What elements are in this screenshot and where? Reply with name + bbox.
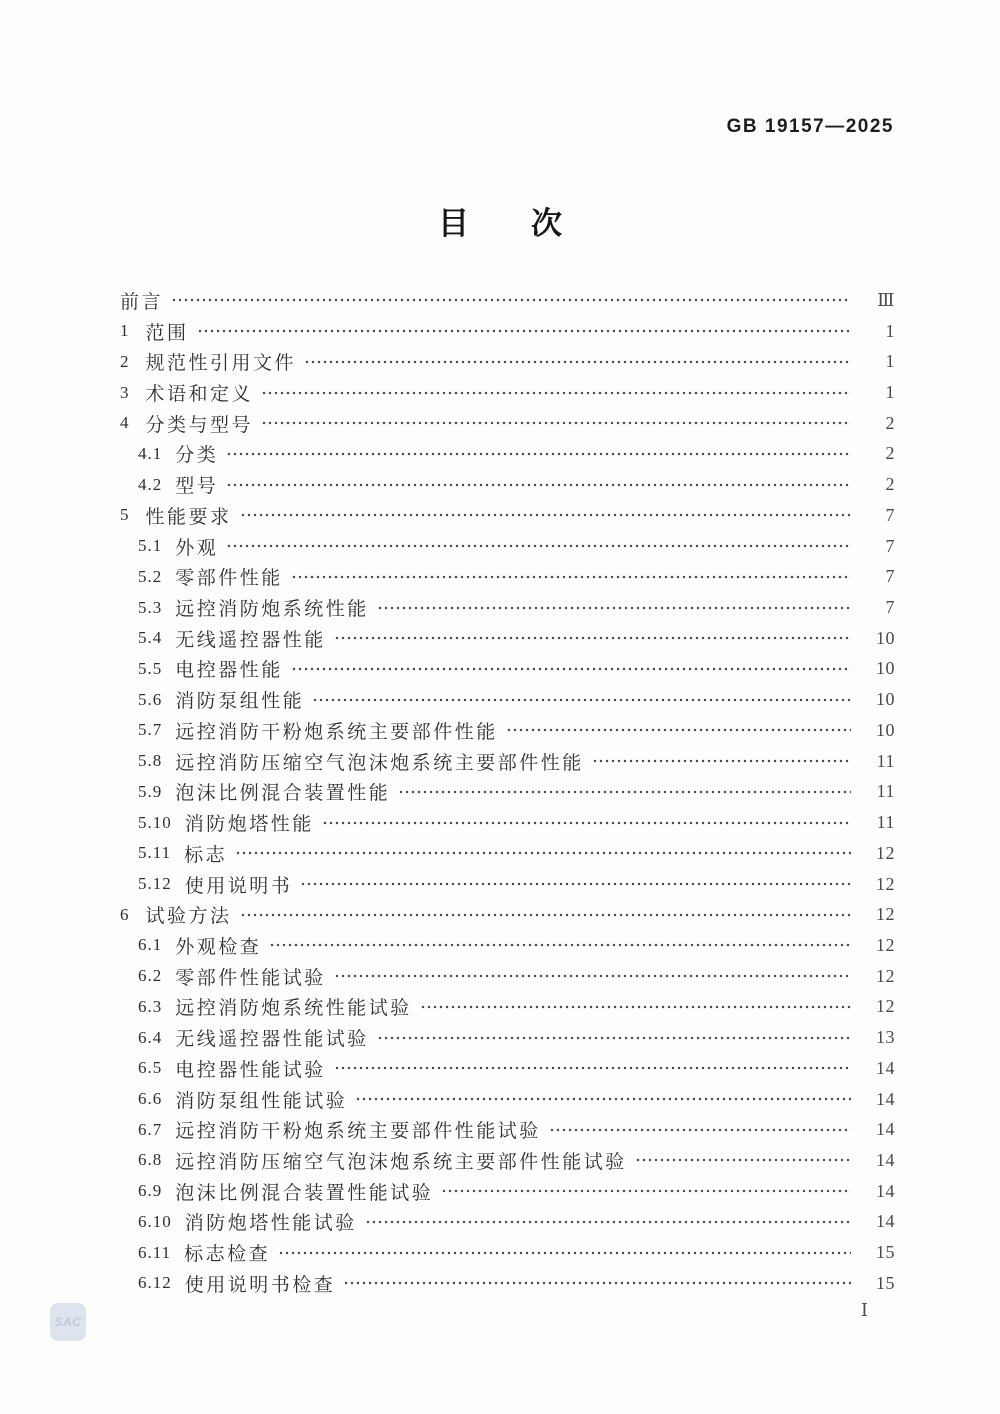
toc-entry-page: 14 [876, 1211, 895, 1232]
toc-entry-page: Ⅲ [877, 289, 895, 310]
toc-entry [120, 469, 895, 500]
dotted-leader [398, 777, 851, 808]
toc-entry-page: 1 [885, 351, 895, 372]
toc-entry [120, 715, 895, 746]
dotted-leader [441, 1176, 851, 1207]
toc-entry-label: 型号 [175, 476, 219, 498]
dotted-leader [278, 1237, 851, 1268]
toc-entry-label: 远控消防压缩空气泡沫炮系统主要部件性能 [175, 752, 584, 774]
toc-entry-number: 5.12 [138, 874, 172, 894]
toc-entry-page: 7 [885, 504, 895, 525]
toc-entry-page: 11 [876, 812, 895, 833]
toc-entry-label: 零部件性能试验 [175, 967, 326, 989]
dotted-leader [226, 469, 851, 500]
toc-entry-label: 远控消防压缩空气泡沫炮系统主要部件性能试验 [175, 1151, 627, 1173]
toc-entry [120, 1084, 895, 1115]
toc-entry-number: 6.5 [138, 1058, 163, 1078]
dotted-leader [304, 346, 851, 377]
toc-entry-label: 电控器性能 [175, 660, 283, 682]
dotted-leader [261, 408, 851, 439]
toc-entry-page: 7 [885, 566, 895, 587]
toc-entry-number: 5.6 [138, 689, 163, 709]
toc-entry [120, 623, 895, 654]
toc-entry [120, 592, 895, 623]
toc-entry-label: 消防泵组性能 [175, 691, 305, 713]
toc-entry-label: 标志 [184, 844, 228, 866]
toc-entry-label: 术语和定义 [145, 384, 254, 406]
toc-entry-page: 1 [885, 382, 895, 403]
toc-entry-number: 5.3 [138, 597, 163, 617]
toc-entry-page: 11 [876, 781, 895, 802]
toc-entry [120, 1176, 895, 1207]
toc-entry [120, 777, 895, 808]
toc-entry-label: 泡沫比例混合装置性能 [175, 783, 391, 805]
toc-entry [120, 1053, 895, 1084]
dotted-leader [343, 1268, 851, 1299]
toc-entry-number: 4 [120, 413, 130, 433]
toc-entry [120, 1207, 895, 1238]
toc-entry-page: 2 [885, 474, 895, 495]
toc-entry [120, 346, 895, 377]
toc-entry-label: 分类 [175, 445, 219, 467]
toc-entry-number: 5.7 [138, 720, 163, 740]
toc-entry-page: 10 [876, 689, 895, 710]
toc-entry-page: 10 [876, 719, 895, 740]
dotted-leader [226, 531, 851, 562]
dotted-leader [549, 1114, 851, 1145]
toc-entry-number: 5.11 [138, 843, 172, 863]
toc-entry-page: 7 [885, 535, 895, 556]
dotted-leader [300, 869, 851, 900]
toc-entry-number: 5.2 [138, 566, 163, 586]
toc-entry-number: 6.4 [138, 1027, 163, 1047]
dotted-leader [312, 684, 851, 715]
toc-entry-number: 6.11 [138, 1242, 172, 1262]
dotted-leader [291, 654, 851, 685]
toc-entry-label: 试验方法 [145, 906, 232, 928]
toc-entry [120, 961, 895, 992]
toc-entry-number: 5 [120, 505, 130, 525]
dotted-leader [197, 316, 851, 347]
toc-entry-page: 12 [876, 996, 895, 1017]
toc-entry [120, 684, 895, 715]
toc-entry-number: 5.9 [138, 781, 163, 801]
dotted-leader [334, 1053, 851, 1084]
dotted-leader [226, 439, 851, 470]
toc-entry-number: 6 [120, 904, 130, 924]
toc-entry [120, 408, 895, 439]
dotted-leader [334, 623, 851, 654]
toc-entry-page: 1 [885, 320, 895, 341]
toc-entry-number: 5.1 [138, 536, 163, 556]
toc-entry [120, 285, 895, 316]
toc-entry-number: 3 [120, 382, 130, 402]
toc-entry-label: 无线遥控器性能 [175, 629, 326, 651]
toc-entry-label: 范围 [145, 322, 189, 344]
toc-entry-number: 6.9 [138, 1181, 163, 1201]
toc-list [120, 285, 895, 1299]
toc-entry-label: 无线遥控器性能试验 [175, 1029, 369, 1051]
toc-entry-label: 远控消防炮系统性能试验 [175, 998, 412, 1020]
footer-page-number: Ⅰ [860, 1300, 868, 1320]
toc-entry-number: 4.2 [138, 474, 163, 494]
dotted-leader [269, 930, 851, 961]
toc-entry [120, 899, 895, 930]
toc-entry-number: 5.5 [138, 658, 163, 678]
toc-entry [120, 746, 895, 777]
toc-entry [120, 1145, 895, 1176]
toc-entry-number: 6.10 [138, 1211, 172, 1231]
toc-entry-page: 2 [885, 443, 895, 464]
dotted-leader [365, 1207, 851, 1238]
toc-entry-number: 6.2 [138, 966, 163, 986]
toc-entry-label: 分类与型号 [145, 414, 254, 436]
toc-entry-page: 12 [876, 842, 895, 863]
toc-entry-label: 外观检查 [175, 936, 262, 958]
toc-entry-page: 7 [885, 597, 895, 618]
toc-entry-page: 13 [876, 1027, 895, 1048]
toc-entry-page: 14 [876, 1180, 895, 1201]
toc-entry-number: 4.1 [138, 443, 163, 463]
toc-entry-label: 远控消防干粉炮系统主要部件性能试验 [175, 1121, 541, 1143]
toc-entry [120, 838, 895, 869]
toc-entry-page: 14 [876, 1119, 895, 1140]
toc-entry-label: 外观 [175, 537, 219, 559]
toc-entry-page: 14 [876, 1057, 895, 1078]
toc-entry [120, 1268, 895, 1299]
toc-entry-number: 5.8 [138, 751, 163, 771]
toc-entry-page: 10 [876, 658, 895, 679]
toc-entry-page: 15 [876, 1242, 895, 1263]
toc-entry [120, 561, 895, 592]
toc-entry-number: 6.7 [138, 1119, 163, 1139]
dotted-leader [291, 561, 851, 592]
toc-entry-label: 前言 [120, 291, 164, 313]
toc-entry-page: 14 [876, 1149, 895, 1170]
dotted-leader [261, 377, 851, 408]
toc-entry-label: 远控消防干粉炮系统主要部件性能 [175, 721, 498, 743]
toc-entry [120, 992, 895, 1023]
toc-entry-label: 标志检查 [184, 1244, 271, 1266]
dotted-leader [377, 1022, 851, 1053]
toc-entry-label: 使用说明书 [184, 875, 293, 897]
toc-entry-page: 2 [885, 412, 895, 433]
toc-entry [120, 1237, 895, 1268]
toc-entry [120, 869, 895, 900]
toc-entry-page: 12 [876, 873, 895, 894]
toc-entry [120, 654, 895, 685]
dotted-leader [240, 899, 851, 930]
toc-entry-number: 5.10 [138, 812, 172, 832]
dotted-leader [322, 807, 851, 838]
toc-entry-page: 15 [876, 1272, 895, 1293]
toc-entry-page: 12 [876, 965, 895, 986]
toc-entry-label: 消防炮塔性能 [184, 814, 314, 836]
toc-entry-label: 零部件性能 [175, 568, 283, 590]
toc-entry [120, 1114, 895, 1145]
toc-entry [120, 930, 895, 961]
dotted-leader [420, 992, 851, 1023]
toc-entry-number: 6.3 [138, 996, 163, 1016]
toc-entry [120, 531, 895, 562]
toc-entry [120, 377, 895, 408]
dotted-leader [355, 1084, 851, 1115]
toc-entry-page: 12 [876, 934, 895, 955]
toc-entry [120, 1022, 895, 1053]
toc-entry-label: 电控器性能试验 [175, 1059, 326, 1081]
toc-entry-label: 远控消防炮系统性能 [175, 599, 369, 621]
toc-entry-number: 6.6 [138, 1089, 163, 1109]
toc-entry [120, 316, 895, 347]
toc-entry [120, 439, 895, 470]
dotted-leader [377, 592, 851, 623]
toc-entry-label: 规范性引用文件 [145, 353, 297, 375]
dotted-leader [240, 500, 851, 531]
page-title: 目 次 [438, 206, 562, 241]
dotted-leader [171, 285, 851, 316]
dotted-leader [506, 715, 851, 746]
toc-entry-label: 使用说明书检查 [184, 1274, 336, 1296]
toc-entry-page: 12 [876, 904, 895, 925]
dotted-leader [635, 1145, 851, 1176]
toc-entry-label: 消防泵组性能试验 [175, 1090, 348, 1112]
toc-entry-label: 泡沫比例混合装置性能试验 [175, 1182, 434, 1204]
toc-entry [120, 807, 895, 838]
toc-entry-page: 14 [876, 1088, 895, 1109]
toc-entry-number: 2 [120, 351, 130, 371]
toc-entry-number: 6.8 [138, 1150, 163, 1170]
toc-entry-label: 消防炮塔性能试验 [184, 1213, 357, 1235]
dotted-leader [334, 961, 851, 992]
toc-entry-number: 6.12 [138, 1273, 172, 1293]
toc-entry-page: 11 [876, 750, 895, 771]
toc-entry-number: 1 [120, 321, 130, 341]
toc-entry-number: 6.1 [138, 935, 163, 955]
toc-entry-label: 性能要求 [145, 506, 232, 528]
dotted-leader [592, 746, 851, 777]
toc-entry-number: 5.4 [138, 628, 163, 648]
toc-entry-page: 10 [876, 627, 895, 648]
standard-code: GB 19157—2025 [726, 116, 894, 137]
dotted-leader [235, 838, 851, 869]
sac-watermark-logo: SAC [50, 1303, 86, 1341]
toc-entry [120, 500, 895, 531]
